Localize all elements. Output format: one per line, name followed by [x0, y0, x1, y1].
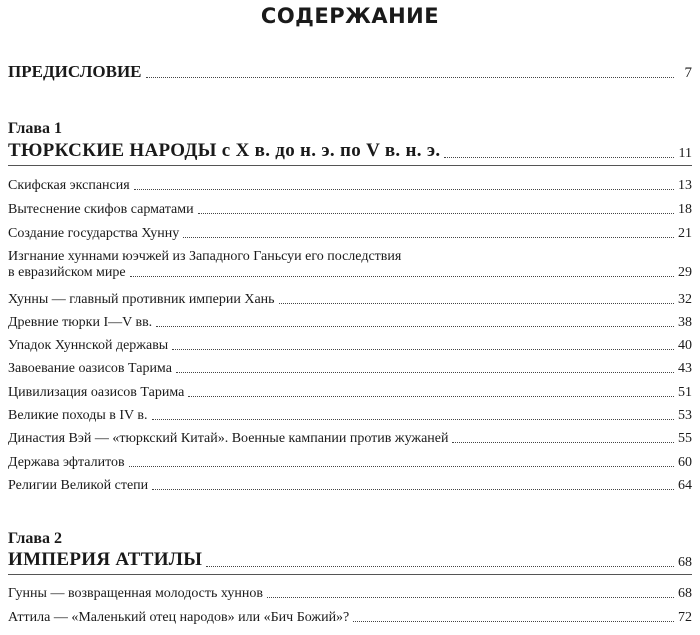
chapter-rule [8, 165, 692, 166]
toc-entry[interactable] [8, 292, 692, 308]
dot-leader [146, 77, 674, 78]
toc-page-number: 7 [684, 65, 692, 81]
toc-entry[interactable] [8, 315, 692, 331]
dot-leader [206, 566, 674, 567]
toc-entry[interactable] [8, 455, 692, 471]
toc-entry[interactable] [8, 361, 692, 377]
toc-entry-title: Скифская экспансия [8, 178, 130, 193]
toc-entry-title: Гунны — возвращенная молодость хуннов [8, 586, 263, 601]
toc-entry-title: Завоевание оазисов Тарима [8, 361, 172, 376]
dot-leader [152, 489, 674, 490]
dot-leader [176, 372, 674, 373]
dot-leader [134, 189, 674, 190]
toc-entry[interactable] [8, 408, 692, 424]
dot-leader [452, 442, 674, 443]
toc-page-number: 51 [678, 385, 692, 400]
toc-entry-title: Упадок Хуннской державы [8, 338, 169, 353]
toc-page-number: 13 [678, 178, 692, 193]
toc-page-number: 32 [678, 292, 692, 307]
dot-leader [183, 237, 674, 238]
toc-page-number: 29 [678, 265, 692, 280]
toc-page-number: 53 [678, 408, 692, 423]
dot-leader [130, 276, 674, 277]
dot-leader [152, 419, 674, 420]
toc-entry[interactable] [8, 178, 692, 194]
dot-leader [188, 396, 674, 397]
toc-page-number: 40 [678, 338, 692, 353]
toc-entry[interactable] [8, 249, 692, 281]
toc-entry[interactable] [8, 478, 692, 494]
dot-leader [172, 349, 674, 350]
toc-entry[interactable] [8, 338, 692, 354]
toc-entry-title: Древние тюрки I—V вв. [8, 315, 153, 330]
toc-page-number: 43 [678, 361, 692, 376]
toc-entry[interactable] [8, 610, 692, 626]
dot-leader [444, 157, 674, 158]
toc-page-number: 55 [678, 431, 692, 446]
toc-entry-title: Хунны — главный противник империи Хань [8, 292, 275, 307]
toc-entry-title: Династия Вэй — «тюркский Китай». Военные кампании против жужаней [8, 431, 449, 446]
dot-leader [279, 303, 674, 304]
toc-entry-title: ПРЕДИСЛОВИЕ [8, 62, 142, 81]
toc-entry-title-line: Изгнание хуннами юэчжей из Западного Ганьсуи его последствия [8, 249, 402, 264]
dot-leader [198, 213, 674, 214]
toc-entry-title: Вытеснение скифов сарматами [8, 202, 194, 217]
dot-leader [156, 326, 674, 327]
toc-entry-title: Создание государства Хунну [8, 226, 180, 241]
chapter-title: ТЮРКСКИЕ НАРОДЫ с X в. до н. э. по V в. н. э. [8, 140, 441, 161]
toc-page-number: 18 [678, 202, 692, 217]
toc-page-number: 64 [678, 478, 692, 493]
page-title: СОДЕРЖАНИЕ [260, 4, 440, 28]
dot-leader [353, 621, 674, 622]
toc-entry-title: Цивилизация оазисов Тарима [8, 385, 185, 400]
dot-leader [129, 466, 674, 467]
toc-entry-title: в евразийском мире [8, 265, 126, 280]
toc-entry-preface[interactable] [8, 62, 692, 82]
toc-entry[interactable] [8, 202, 692, 218]
toc-page-number: 11 [678, 146, 692, 161]
toc-page-number: 60 [678, 455, 692, 470]
chapter-title: ИМПЕРИЯ АТТИЛЫ [8, 549, 203, 570]
toc-entry-chapter-1[interactable] [8, 140, 692, 162]
toc-entry[interactable] [8, 385, 692, 401]
chapter-rule [8, 574, 692, 575]
toc-entry-title: Держава эфталитов [8, 455, 125, 470]
toc-page-number: 68 [678, 586, 692, 601]
chapter-label: Глава 2 [8, 530, 62, 547]
toc-page-number: 72 [678, 610, 692, 625]
toc-entry-title: Аттила — «Маленький отец народов» или «Бич Божий»? [8, 610, 350, 625]
toc-entry-title: Религии Великой степи [8, 478, 149, 493]
toc-entry[interactable] [8, 226, 692, 242]
chapter-label: Глава 1 [8, 120, 62, 137]
toc-entry[interactable] [8, 586, 692, 602]
toc-page-number: 21 [678, 226, 692, 241]
toc-entry[interactable] [8, 431, 692, 447]
toc-page-number: 38 [678, 315, 692, 330]
toc-page-number: 68 [678, 555, 692, 570]
dot-leader [267, 597, 674, 598]
toc-entry-title: Великие походы в IV в. [8, 408, 148, 423]
toc-entry-chapter-2[interactable] [8, 549, 692, 571]
